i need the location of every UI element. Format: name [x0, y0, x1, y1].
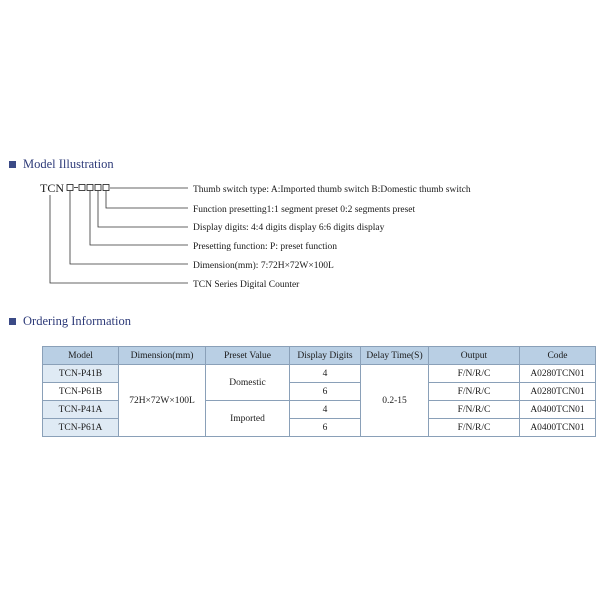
cell-digits: 4 [290, 365, 361, 383]
cell-preset-domestic: Domestic [206, 365, 290, 401]
square-bullet-icon [9, 318, 16, 325]
header-dimension: Dimension(mm) [119, 347, 206, 365]
desc-dimension: Dimension(mm): 7:72H×72W×100L [193, 261, 334, 271]
cell-output: F/N/R/C [429, 419, 520, 437]
cell-output: F/N/R/C [429, 365, 520, 383]
header-preset-value: Preset Value [206, 347, 290, 365]
desc-display-digits: Display digits: 4:4 digits display 6:6 digits display [193, 223, 385, 233]
ordering-information-title: Ordering Information [23, 314, 131, 328]
cell-digits: 6 [290, 419, 361, 437]
desc-series: TCN Series Digital Counter [193, 280, 300, 290]
cell-model: TCN-P61A [43, 419, 119, 437]
cell-digits: 4 [290, 401, 361, 419]
table-header-row [43, 347, 596, 365]
cell-delay-time: 0.2-15 [361, 365, 429, 437]
model-prefix: TCN [40, 181, 64, 195]
cell-code: A0400TCN01 [520, 419, 596, 437]
desc-presetting-function: Presetting function: P: preset function [193, 242, 338, 252]
header-display-digits: Display Digits [290, 347, 361, 365]
desc-function-presetting: Function presetting1:1 segment preset 0:2 segments preset [193, 205, 416, 215]
code-box-4 [95, 185, 101, 191]
header-output: Output [429, 347, 520, 365]
cell-preset-imported: Imported [206, 401, 290, 437]
code-box-2 [79, 185, 85, 191]
header-model: Model [43, 347, 119, 365]
desc-thumb-switch: Thumb switch type: A:Imported thumb switch B:Domestic thumb switch [193, 185, 471, 195]
model-illustration-title: Model Illustration [23, 157, 114, 171]
cell-dimension: 72H×72W×100L [119, 365, 206, 437]
cell-output: F/N/R/C [429, 383, 520, 401]
code-box-1 [67, 185, 73, 191]
ordering-table [42, 346, 596, 437]
cell-code: A0280TCN01 [520, 383, 596, 401]
cell-output: F/N/R/C [429, 401, 520, 419]
header-delay-time: Delay Time(S) [361, 347, 429, 365]
cell-model: TCN-P61B [43, 383, 119, 401]
connector-lines [50, 188, 188, 283]
cell-model: TCN-P41B [43, 365, 119, 383]
code-box-3 [87, 185, 93, 191]
table-row [43, 365, 596, 383]
cell-code: A0400TCN01 [520, 401, 596, 419]
cell-model: TCN-P41A [43, 401, 119, 419]
header-code: Code [520, 347, 596, 365]
cell-code: A0280TCN01 [520, 365, 596, 383]
ordering-information-header [9, 314, 131, 329]
cell-digits: 6 [290, 383, 361, 401]
code-box-5 [103, 185, 109, 191]
